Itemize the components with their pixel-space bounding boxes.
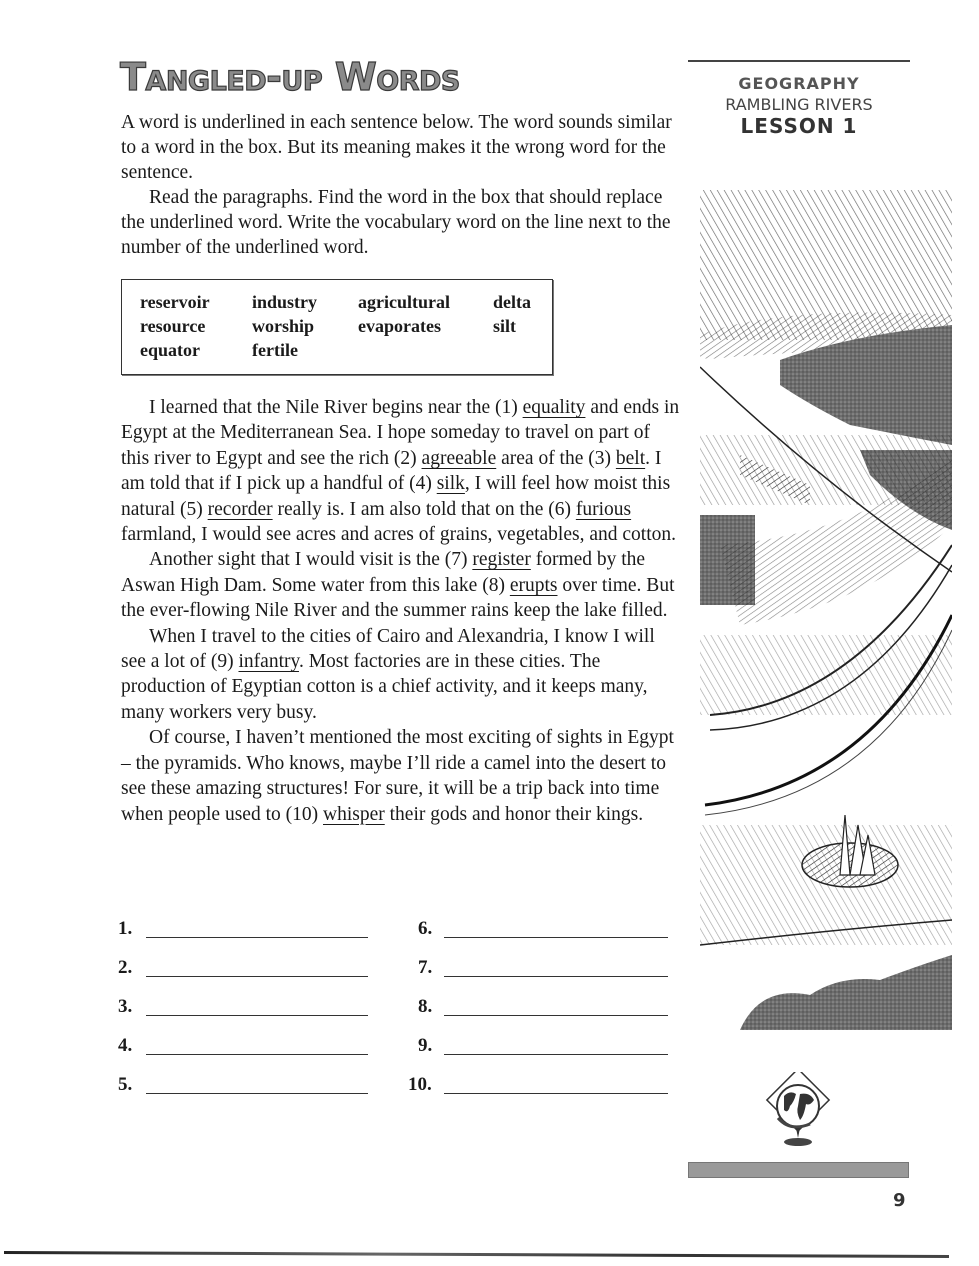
- vocab-word: fertile: [252, 340, 298, 360]
- answer-row-10: [408, 1074, 434, 1096]
- answer-number: 3.: [118, 996, 133, 1017]
- story-text-span: over time. But the ever-flowing Nile River and the summer rains keep the lake filled.: [121, 574, 675, 622]
- answer-number: 5.: [118, 1074, 133, 1095]
- lesson-label: LESSON 1: [740, 114, 858, 138]
- underlined-word-8: erupts: [509, 574, 558, 596]
- vocab-word: resource: [140, 316, 206, 336]
- story-text-span: When I travel to the cities of Cairo and Alexandria, I know I will see a lot of (9): [121, 625, 655, 673]
- answer-line-9[interactable]: [444, 1054, 668, 1055]
- underlined-word-3: belt: [615, 447, 646, 469]
- underlined-word-5: recorder: [207, 498, 273, 520]
- answer-number: 10.: [408, 1074, 432, 1095]
- story-text: [121, 395, 681, 827]
- sidebar-labels: [688, 74, 910, 137]
- story-paragraph-4: [121, 725, 681, 827]
- story-text-span: . Most factories are in these cities. The production of Egyptian cotton is a chief activity, and it keeps many, many workers very busy.: [121, 651, 648, 723]
- answer-number: 4.: [118, 1035, 133, 1056]
- underlined-word-4: silk: [436, 473, 465, 495]
- bottom-rule: [4, 1251, 949, 1258]
- instructions-paragraph-1: A word is underlined in each sentence below. The word sounds similar to a word in the box. But its meaning makes it the wrong word for the sentence.: [121, 112, 672, 183]
- vocab-word: worship: [252, 316, 315, 336]
- answer-row-8: [418, 996, 444, 1018]
- answer-row-4: [118, 1035, 144, 1057]
- instructions-paragraph-2: Read the paragraphs. Find the word in the box that should replace the underlined word. Write the vocabulary word on the line next to the number of the underlined word.: [121, 187, 671, 258]
- page-number: 9: [893, 1190, 906, 1211]
- word-column-3: [358, 290, 450, 338]
- nile-river-illustration: [700, 185, 952, 1030]
- story-text-span: , I will feel how moist this natural (5): [121, 473, 671, 520]
- underlined-word-10: whisper: [323, 803, 385, 825]
- underlined-word-7: register: [472, 549, 531, 571]
- answer-line-3[interactable]: [146, 1015, 368, 1016]
- story-text-span: farmland, I would see acres and acres of grains, vegetables, and cotton.: [121, 524, 676, 546]
- story-paragraph-3: [121, 624, 681, 726]
- globe-icon: [760, 1072, 836, 1152]
- vocab-word: reservoir: [140, 292, 210, 312]
- vocab-word: evaporates: [358, 316, 441, 336]
- vocabulary-word-box: [121, 279, 553, 375]
- subject-label: GEOGRAPHY: [738, 74, 860, 93]
- story-text-span: Of course, I haven’t mentioned the most exciting of sights in Egypt – the pyramids. Who knows, maybe I’ll ride a camel into the desert to see these amazing structures! For sure, it will be a trip back into time when people used to (10): [121, 727, 674, 825]
- answer-line-6[interactable]: [444, 937, 668, 938]
- underlined-word-2: agreeable: [421, 447, 497, 469]
- answer-number: 6.: [418, 918, 433, 939]
- story-text-span: their gods and honor their kings.: [384, 803, 644, 825]
- story-text-span: really is. I am also told that on the (6): [272, 498, 576, 520]
- answer-number: 7.: [418, 957, 433, 978]
- story-text-span: . I am told that if I pick up a handful of (4): [121, 447, 662, 495]
- underlined-word-6: furious: [575, 498, 632, 520]
- answer-row-2: [118, 957, 144, 979]
- answer-row-9: [418, 1035, 444, 1057]
- answer-line-4[interactable]: [146, 1054, 368, 1055]
- story-paragraph-1: [121, 395, 681, 547]
- answer-line-5[interactable]: [146, 1093, 368, 1094]
- vocab-word: silt: [493, 316, 517, 336]
- answer-number: 2.: [118, 957, 133, 978]
- vocab-word: industry: [252, 292, 318, 312]
- vocab-word: equator: [140, 340, 200, 360]
- answer-row-5: [118, 1074, 144, 1096]
- answer-line-10[interactable]: [444, 1093, 668, 1094]
- sidebar-top-rule: [688, 60, 910, 62]
- word-column-1: [140, 290, 210, 362]
- answer-line-1[interactable]: [146, 937, 368, 938]
- story-text-span: and ends in Egypt at the Mediterranean Sea. I hope someday to travel on part of this river to Egypt and see the rich (2): [121, 397, 680, 469]
- answer-row-6: [418, 918, 444, 940]
- underlined-word-9: infantry: [238, 651, 299, 673]
- answer-number: 8.: [418, 996, 433, 1017]
- answer-row-1: [118, 918, 144, 940]
- answer-row-7: [418, 957, 444, 979]
- answer-line-7[interactable]: [444, 976, 668, 977]
- answer-number: 1.: [118, 918, 133, 939]
- vocab-word: delta: [493, 292, 531, 312]
- word-column-2: [252, 290, 317, 362]
- story-text-span: formed by the Aswan High Dam. Some water from this lake (8): [121, 549, 646, 596]
- instructions: [121, 110, 681, 260]
- answer-number: 9.: [418, 1035, 433, 1056]
- answer-line-2[interactable]: [146, 976, 368, 977]
- story-text-span: area of the (3): [496, 447, 616, 469]
- topic-label: RAMBLING RIVERS: [725, 95, 873, 114]
- underlined-word-1: equality: [522, 397, 586, 418]
- vocab-word: agricultural: [358, 292, 450, 312]
- story-text-span: I learned that the Nile River begins near the (1): [149, 397, 523, 418]
- answer-row-3: [118, 996, 144, 1018]
- story-paragraph-2: [121, 547, 681, 623]
- word-column-4: [493, 290, 531, 338]
- decorative-gray-bar: [688, 1162, 909, 1178]
- story-text-span: Another sight that I would visit is the (7): [149, 549, 473, 571]
- page-title: Tangled-up Words: [120, 55, 460, 99]
- answer-line-8[interactable]: [444, 1015, 668, 1016]
